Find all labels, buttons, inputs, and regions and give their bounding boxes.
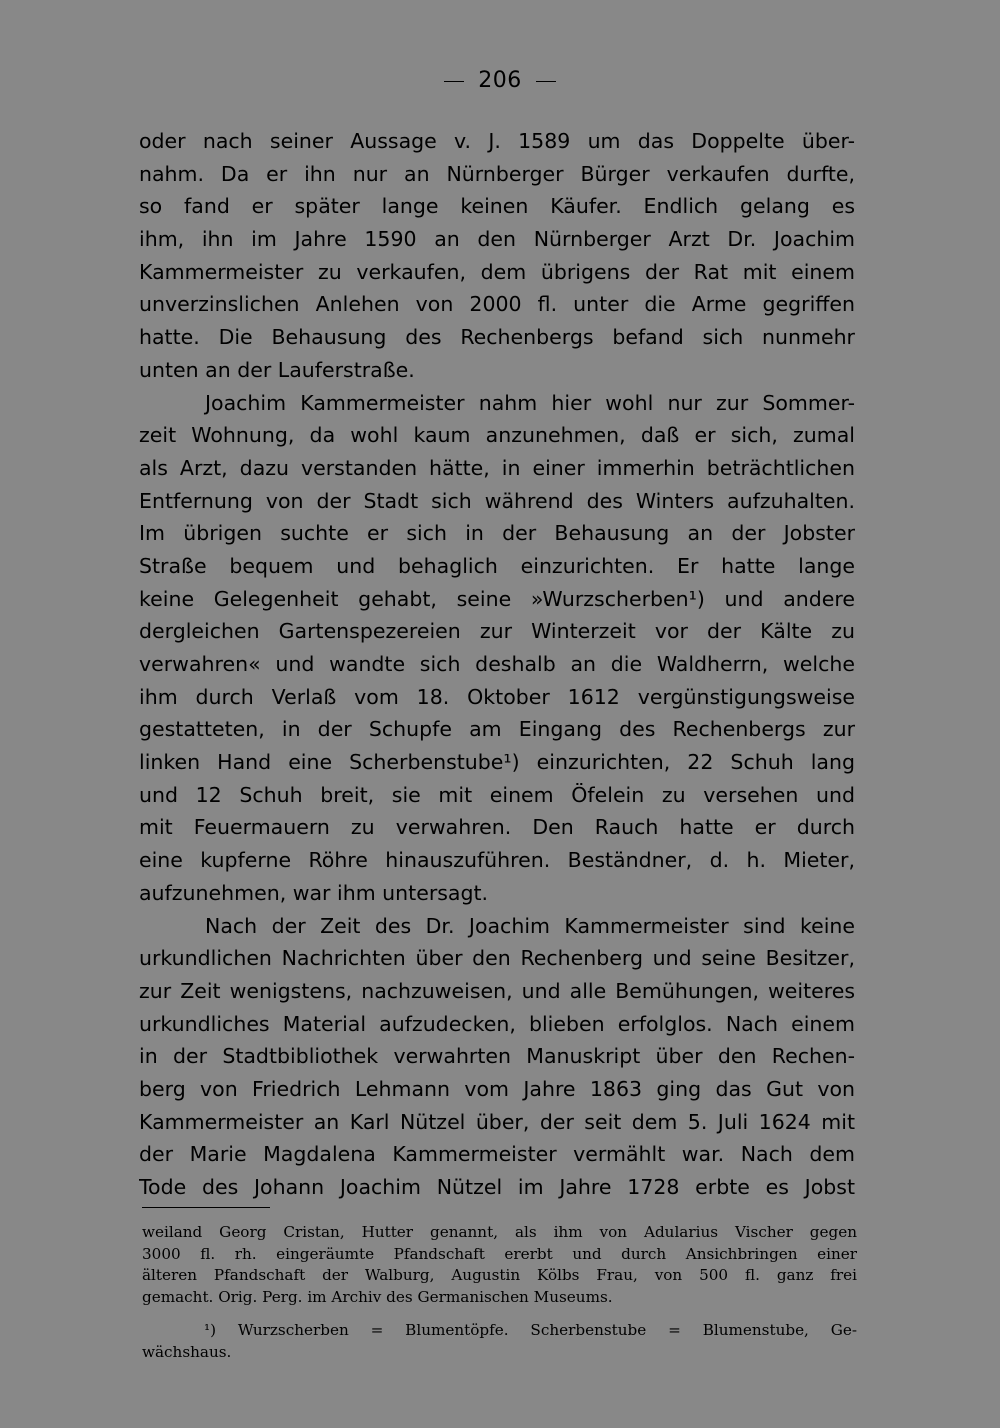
text-line: urkundliches Material aufzudecken, blieben erfolglos. Nach einem bbox=[139, 1011, 855, 1036]
text-line: unten an der Lauferstraße. bbox=[139, 357, 415, 382]
page-number bbox=[0, 68, 1000, 93]
footnote-line: wächshaus. bbox=[142, 1342, 232, 1361]
footnote-line: älteren Pfandschaft der Walburg, Augustin Kölbs Frau, von 500 fl. ganz frei bbox=[142, 1266, 857, 1284]
text-line: verwahren« und wandte sich deshalb an die Waldherrn, welche bbox=[139, 652, 855, 676]
text-line: Joachim Kammermeister nahm hier wohl nur zur Sommer- bbox=[205, 390, 855, 415]
text-line: der Marie Magdalena Kammermeister vermählt war. Nach dem bbox=[139, 1142, 855, 1167]
text-line: als Arzt, dazu verstanden hätte, in einer immerhin beträchtlichen bbox=[139, 455, 855, 480]
text-line: Entfernung von der Stadt sich während des Winters aufzuhalten. bbox=[139, 488, 855, 513]
text-line: und 12 Schuh breit, sie mit einem Öfelein zu versehen und bbox=[139, 782, 855, 807]
text-line: oder nach seiner Aussage v. J. 1589 um das Doppelte über- bbox=[139, 129, 855, 153]
text-line: nahm. Da er ihn nur an Nürnberger Bürger verkaufen durfte, bbox=[139, 161, 855, 186]
text-line: ihm durch Verlaß vom 18. Oktober 1612 vergünstigungsweise bbox=[139, 684, 855, 709]
text-line: ihm, ihn im Jahre 1590 an den Nürnberger Arzt Dr. Joachim bbox=[139, 227, 855, 252]
text-line: Kammermeister an Karl Nützel über, der seit dem 5. Juli 1624 mit bbox=[139, 1109, 855, 1134]
text-line: so fand er später lange keinen Käufer. Endlich gelang es bbox=[139, 194, 855, 219]
text-line: keine Gelegenheit gehabt, seine »Wurzscherben¹) und andere bbox=[139, 586, 855, 611]
footnote-gap bbox=[142, 1308, 857, 1320]
text-line: gestatteten, in der Schupfe am Eingang des Rechenbergs zur bbox=[139, 717, 855, 742]
text-line: zur Zeit wenigstens, nachzuweisen, und alle Bemühungen, weiteres bbox=[139, 978, 855, 1003]
text-line: Straße bequem und behaglich einzurichten. Er hatte lange bbox=[139, 553, 855, 578]
footnote-line: weiland Georg Cristan, Hutter genannt, als ihm von Adularius Vischer gegen bbox=[142, 1223, 857, 1241]
text-line: dergleichen Gartenspezereien zur Winterzeit vor der Kälte zu bbox=[139, 619, 855, 644]
text-line: mit Feuermauern zu verwahren. Den Rauch hatte er durch bbox=[139, 815, 855, 840]
text-line: hatte. Die Behausung des Rechenbergs befand sich nunmehr bbox=[139, 325, 855, 350]
page-number-dash-right bbox=[536, 81, 556, 82]
text-line: Tode des Johann Joachim Nützel im Jahre 1728 erbte es Jobst bbox=[139, 1175, 855, 1199]
footnotes bbox=[142, 1222, 857, 1363]
text-line: linken Hand eine Scherbenstube¹) einzurichten, 22 Schuh lang bbox=[139, 750, 855, 775]
footnote-line: gemacht. Orig. Perg. im Archiv des Germanischen Museums. bbox=[142, 1287, 613, 1306]
footnote-line: 3000 fl. rh. eingeräumte Pfandschaft ererbt und durch Ansichbringen einer bbox=[142, 1244, 857, 1263]
text-line: berg von Friedrich Lehmann vom Jahre 1863 ging das Gut von bbox=[139, 1076, 855, 1101]
text-line: urkundlichen Nachrichten über den Rechenberg und seine Besitzer, bbox=[139, 946, 855, 971]
text-line: Nach der Zeit des Dr. Joachim Kammermeister sind keine bbox=[205, 913, 855, 938]
footnote-line: ¹) Wurzscherben = Blumentöpfe. Scherbenstube = Blumenstube, Ge- bbox=[204, 1321, 857, 1339]
text-line: aufzunehmen, war ihm untersagt. bbox=[139, 880, 489, 905]
text-line: zeit Wohnung, da wohl kaum anzunehmen, daß er sich, zumal bbox=[139, 423, 855, 448]
page-number-text: 206 bbox=[478, 68, 522, 93]
footnote-divider bbox=[142, 1207, 270, 1208]
text-line: in der Stadtbibliothek verwahrten Manuskript über den Rechen- bbox=[139, 1044, 855, 1069]
page-number-dash-left bbox=[444, 81, 464, 82]
text-line: Im übrigen suchte er sich in der Behausung an der Jobster bbox=[139, 521, 855, 546]
text-line: unverzinslichen Anlehen von 2000 fl. unter die Arme gegriffen bbox=[139, 292, 855, 317]
text-line: eine kupferne Röhre hinauszuführen. Beständner, d. h. Mieter, bbox=[139, 848, 855, 873]
text-line: Kammermeister zu verkaufen, dem übrigens der Rat mit einem bbox=[139, 259, 855, 284]
body-text bbox=[139, 125, 855, 1204]
